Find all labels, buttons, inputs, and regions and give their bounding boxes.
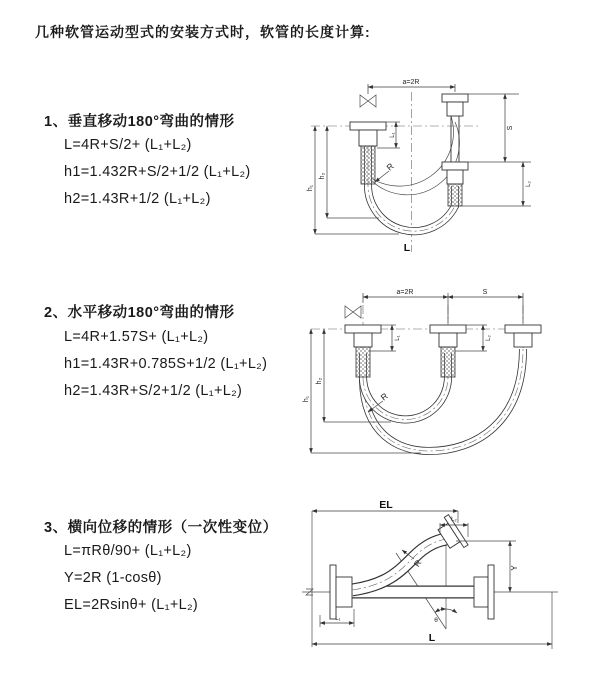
dim-label-r: R	[411, 557, 424, 569]
dim-label-h1: h₁	[307, 184, 314, 192]
dim-label-a2r: a=2R	[396, 289, 414, 296]
right-upper-flange-plate	[442, 94, 468, 102]
dim-label-l: L	[428, 632, 436, 644]
diagram-horizontal-180-bend	[299, 281, 571, 471]
dim-label-l2: L₂	[526, 181, 532, 187]
section-3-formula-EL: EL=2Rsinθ+ (L₁+L₂)	[64, 597, 199, 613]
dim-label-h2: h₂	[316, 377, 323, 385]
right-braid-section	[448, 184, 462, 206]
dim-label-l1: L₁	[395, 335, 401, 341]
section-3-formula-L: L=πRθ/90+ (L₁+L₂)	[64, 543, 192, 559]
theta-arc-left	[435, 609, 446, 612]
section-2-formula-h2: h2=1.43R+S/2+1/2 (L₁+L₂)	[64, 383, 243, 399]
left-flange-plate	[345, 325, 381, 333]
dim-label-h1: h₁	[303, 395, 310, 403]
section-1-heading: 1、垂直移动180°弯曲的情形	[44, 114, 235, 130]
diagram-vertical-180-bend	[301, 70, 563, 256]
section-1-formula-L: L=4R+S/2+ (L₁+L₂)	[64, 137, 192, 153]
left-braid-section	[361, 146, 375, 184]
right-flange-hub	[474, 577, 488, 607]
dim-label-s: S	[507, 125, 514, 131]
dim-label-y: Y	[510, 565, 519, 571]
section-2-formula-h1: h1=1.43R+0.785S+1/2 (L₁+L₂)	[64, 356, 268, 372]
valve-icon	[345, 306, 361, 318]
dim-label-s: S	[482, 289, 488, 296]
right-upper-flange-hub	[447, 102, 463, 116]
dim-label-theta: θ	[434, 617, 438, 624]
dim-label-l2: L₂	[486, 335, 492, 341]
section-2-formula-L: L=4R+1.57S+ (L₁+L₂)	[64, 329, 209, 345]
dim-label-l2: L₂	[451, 517, 457, 523]
dim-label-r: R	[384, 160, 396, 173]
section-3-formula-Y: Y=2R (1-cosθ)	[64, 570, 162, 586]
left-flange-plate	[350, 122, 386, 130]
left-flange-plate	[330, 565, 336, 619]
dim-label-l1: L₁	[335, 616, 341, 622]
dim-label-a2r: a=2R	[402, 79, 420, 86]
dim-label-l1: L₁	[390, 132, 396, 138]
radius-leader	[375, 171, 389, 182]
section-3-heading: 3、横向位移的情形（一次性变位）	[44, 520, 278, 536]
hose-original-inner	[363, 353, 448, 420]
left-flange-hub	[354, 333, 372, 347]
hose-displaced-inner	[352, 539, 446, 590]
left-braid-section	[356, 347, 370, 377]
right-lower-flange-plate	[442, 162, 468, 170]
section-1-formula-h1: h1=1.432R+S/2+1/2 (L₁+L₂)	[64, 164, 251, 180]
dim-label-l: L	[403, 242, 411, 254]
left-flange-hub	[359, 130, 377, 146]
section-1-formula-h2: h2=1.43R+1/2 (L₁+L₂)	[64, 191, 211, 207]
left-flange-hub	[336, 577, 352, 607]
page-title: 几种软管运动型式的安装方式时，软管的长度计算:	[35, 24, 371, 40]
dim-label-h2: h₂	[319, 172, 326, 180]
right-flange-hub	[514, 333, 532, 347]
theta-arc-right	[446, 609, 457, 613]
dim-label-r: R	[378, 390, 390, 403]
mid-flange-hub	[439, 333, 457, 347]
right-flange-plate	[505, 325, 541, 333]
right-flange-plate	[488, 565, 494, 619]
hose-original-centerline	[363, 377, 448, 420]
section-2-heading: 2、水平移动180°弯曲的情形	[44, 305, 235, 321]
dim-label-el: EL	[379, 499, 393, 511]
mid-braid-section	[441, 347, 455, 377]
valve-icon	[360, 95, 376, 107]
mid-flange-plate	[430, 325, 466, 333]
right-lower-flange-hub	[447, 170, 463, 184]
diagram-lateral-displacement	[296, 497, 584, 667]
